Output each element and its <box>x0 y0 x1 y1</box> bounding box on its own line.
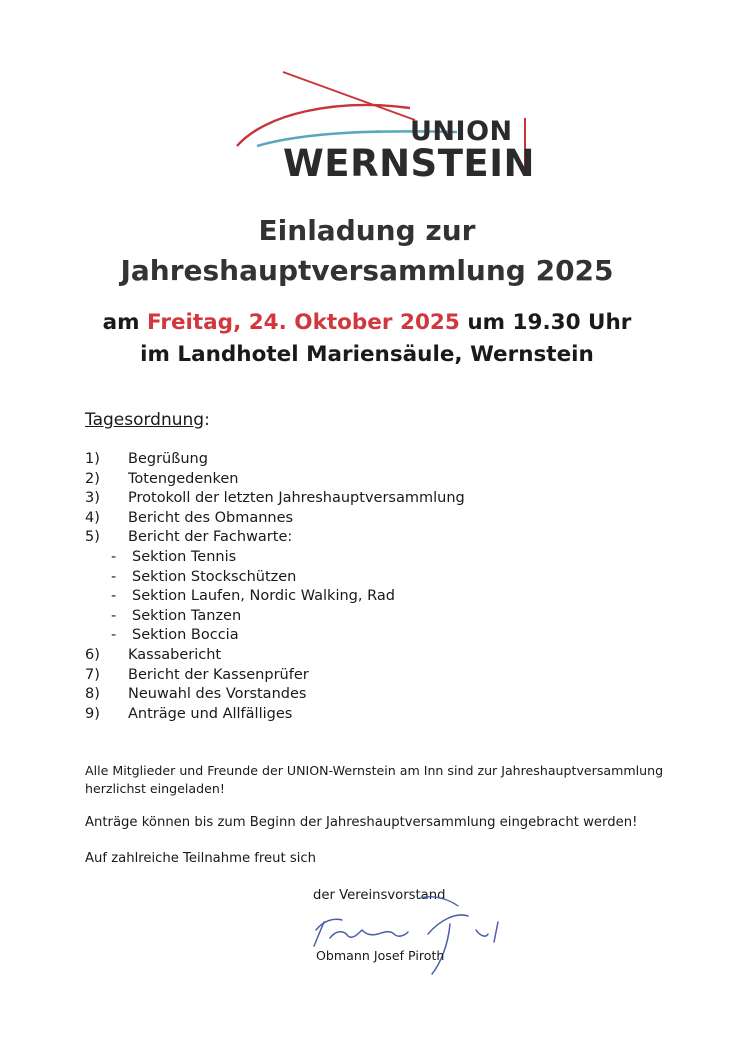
agenda-subitem-dash: - <box>111 588 117 605</box>
agenda-subitem-text: Sektion Laufen, Nordic Walking, Rad <box>132 588 395 605</box>
agenda-item-number: 7) <box>85 666 100 683</box>
agenda-subitem <box>85 587 645 607</box>
agenda-item-number: 6) <box>85 646 100 663</box>
page-title-line1: Einladung zur <box>258 214 476 247</box>
agenda-item <box>85 646 645 666</box>
agenda-item <box>85 685 645 705</box>
agenda-item <box>85 489 645 509</box>
agenda-item-text: Neuwahl des Vorstandes <box>128 686 307 703</box>
signature-name: Obmann Josef Piroth <box>316 948 445 963</box>
agenda-item-text: Begrüßung <box>128 451 208 467</box>
agenda-heading <box>85 410 210 430</box>
event-date: Freitag, 24. Oktober 2025 <box>147 310 460 335</box>
agenda-heading-colon: : <box>204 410 210 430</box>
logo-red-swoosh <box>237 105 410 146</box>
event-time: um 19.30 Uhr <box>467 310 632 335</box>
agenda-item <box>85 470 645 490</box>
event-location: im Landhotel Mariensäule, Wernstein <box>140 342 594 367</box>
agenda-heading-text: Tagesordnung <box>85 410 205 430</box>
agenda-item-text: Kassabericht <box>128 646 222 663</box>
agenda-item-number: 3) <box>85 490 100 507</box>
logo-text-wernstein: WERNSTEIN <box>283 142 535 185</box>
agenda-item-text: Bericht der Kassenprüfer <box>128 666 309 683</box>
agenda-item-text: Totengedenken <box>128 470 239 487</box>
agenda-subitem-dash: - <box>111 627 117 644</box>
closing-text: Auf zahlreiche Teilnahme freut sich <box>85 851 317 866</box>
agenda-item-number: 9) <box>85 705 100 722</box>
agenda-item <box>85 705 645 725</box>
agenda-subitem-text: Sektion Boccia <box>132 627 239 644</box>
agenda-item-number: 5) <box>85 529 100 546</box>
agenda-item <box>85 450 645 470</box>
agenda-subitem-text: Sektion Tennis <box>132 548 237 565</box>
signature-board: der Vereinsvorstand <box>313 888 446 903</box>
agenda-subitem <box>85 607 645 627</box>
agenda-item <box>85 528 645 548</box>
agenda-subitem-text: Sektion Tanzen <box>132 607 242 624</box>
agenda-item-number: 1) <box>85 451 100 467</box>
agenda-item-number: 4) <box>85 509 100 526</box>
agenda-item <box>85 666 645 686</box>
agenda-item-text: Bericht des Obmannes <box>128 509 294 526</box>
event-date-line <box>0 310 734 335</box>
agenda-item-text: Protokoll der letzten Jahreshauptversammlung <box>128 490 465 507</box>
agenda-list <box>85 450 645 724</box>
agenda-subitem <box>85 568 645 588</box>
motions-text: Anträge können bis zum Beginn der Jahreshauptversammlung eingebracht werden! <box>85 815 638 830</box>
date-prefix: am <box>102 310 140 335</box>
page-title-line2: Jahreshauptversammlung 2025 <box>120 254 614 287</box>
agenda-subitem <box>85 548 645 568</box>
agenda-subitem-dash: - <box>111 568 117 585</box>
handwritten-signature <box>300 890 520 980</box>
agenda-subitem-dash: - <box>111 607 117 624</box>
agenda-item-number: 2) <box>85 470 100 487</box>
agenda-subitem <box>85 626 645 646</box>
invitation-text: Alle Mitglieder und Freunde der UNION-Wernstein am Inn sind zur Jahreshauptversammlung herzlichst eingeladen! <box>85 763 664 796</box>
agenda-item-number: 8) <box>85 686 100 703</box>
agenda-subitem-dash: - <box>111 548 117 565</box>
agenda-item <box>85 509 645 529</box>
agenda-subitem-text: Sektion Stockschützen <box>132 568 297 585</box>
agenda-item-text: Bericht der Fachwarte: <box>128 529 293 546</box>
logo-text-union: UNION <box>410 116 513 147</box>
agenda-item-text: Anträge und Allfälliges <box>128 705 293 722</box>
